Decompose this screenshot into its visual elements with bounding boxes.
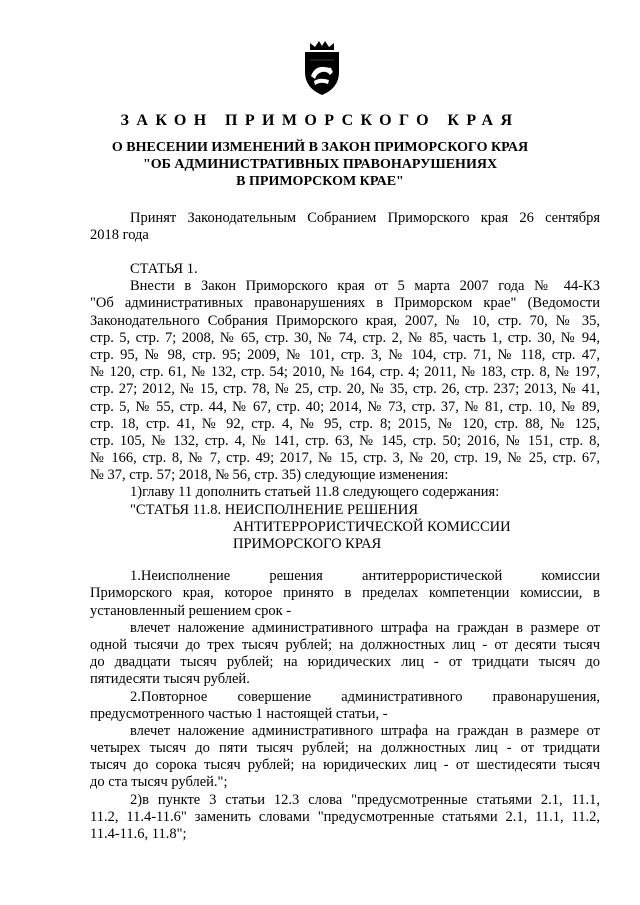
law-subtitle [0,139,640,190]
text-line: Внести в Закон Приморского края от 5 марта 2007 года № 44-КЗ [130,278,600,295]
text-line: четырех тысяч до пяти тысяч рублей; на должностных лиц - от тридцати [90,740,600,757]
new-article-heading: ПРИМОРСКОГО КРАЯ [233,536,382,552]
text-line: 2)в пункте 3 статьи 12.3 слова "предусмотренные статьями 2.1, 11.1, [130,791,600,808]
text-line: Приморского края, которое принято в пределах компетенции комиссии, в [90,585,600,602]
text-line: № 37, стр. 57; 2018, № 56, стр. 35) следующие изменения: [90,467,449,484]
text-line: Законодательного Собрания Приморского края, 2007, № 10, стр. 70, № 35, [90,312,600,329]
adoption-note [90,210,600,244]
adoption-line: 2018 года [90,227,149,243]
text-line: влечет наложение административного штрафа на граждан в размере от [130,722,600,739]
text-line: стр. 18, стр. 41, № 92, стр. 4, № 95, стр. 8; 2015, № 120, стр. 88, № 125, [90,415,600,432]
text-line: стр. 105, № 132, стр. 4, № 141, стр. 63, № 145, стр. 50; 2016, № 151, стр. 8, [90,432,600,449]
text-line: до ста тысяч рублей."; [90,774,228,791]
text-line: предусмотренного частью 1 настоящей статьи, - [90,705,388,722]
text-line: 11.2, 11.4-11.6" заменить словами "предусмотренные статьями 2.1, 11.1, 11.2, [90,808,600,825]
coat-of-arms-icon [302,40,342,96]
text-line: 2.Повторное совершение административного правонарушения, [130,688,600,705]
text-line: стр. 5, № 55, стр. 44, № 67, стр. 40; 2014, № 73, стр. 37, № 81, стр. 10, № 89, [90,398,600,415]
text-line: стр. 95, № 98, стр. 95; 2009, № 101, стр. 3, № 104, стр. 71, № 118, стр. 47, [90,346,600,363]
text-line: до двадцати тысяч рублей; на юридических лиц - от тридцати тысяч до [90,654,600,671]
text-line: пятидесяти тысяч рублей. [90,671,250,688]
adoption-line: Принят Законодательным Собранием Приморского края 26 сентября [130,210,600,226]
text-line: влечет наложение административного штрафа на граждан в размере от [130,619,600,636]
text-line: "Об административных правонарушениях в Приморском крае" (Ведомости [90,295,600,312]
article-heading: СТАТЬЯ 1. [130,261,198,277]
text-line: одной тысячи до трех тысяч рублей; на должностных лиц - от десяти тысяч [90,636,600,653]
subtitle-line: "ОБ АДМИНИСТРАТИВНЫХ ПРАВОНАРУШЕНИЯХ [142,157,498,172]
new-article-heading: "СТАТЬЯ 11.8. НЕИСПОЛНЕНИЕ РЕШЕНИЯ [130,501,419,518]
text-line: 1.Неисполнение решения антитеррористической комиссии [130,568,600,585]
law-title: ЗАКОН ПРИМОРСКОГО КРАЯ [120,112,520,129]
item-line: 1)главу 11 дополнить статьей 11.8 следующего содержания: [130,484,500,501]
text-line: тысяч до сорока тысяч рублей; на юридических лиц - от шестидесяти тысяч [90,757,600,774]
subtitle-line: О ВНЕСЕНИИ ИЗМЕНЕНИЙ В ЗАКОН ПРИМОРСКОГО КРАЯ [111,140,529,155]
text-line: 11.4-11.6, 11.8"; [90,826,187,842]
text-line: стр. 27; 2012, № 15, стр. 78, № 25, стр. 20, № 35, стр. 26, стр. 237; 2013, № 41, [90,381,600,398]
article-body [90,261,600,843]
text-line: установленный решением срок - [90,602,292,619]
text-line: № 166, стр. 8, № 7, стр. 49; 2017, № 15, стр. 3, № 20, стр. 19, № 25, стр. 67, [90,450,600,467]
new-article-heading: АНТИТЕРРОРИСТИЧЕСКОЙ КОМИССИИ [233,518,511,535]
subtitle-line: В ПРИМОРСКОМ КРАЕ" [236,174,404,189]
text-line: № 120, стр. 61, № 132, стр. 54; 2010, № 164, стр. 4; 2011, № 183, стр. 8, № 197, [90,364,600,381]
text-line: стр. 5, стр. 7; 2008, № 65, стр. 30, № 74, стр. 2, № 85, часть 1, стр. 30, № 94, [90,329,600,346]
